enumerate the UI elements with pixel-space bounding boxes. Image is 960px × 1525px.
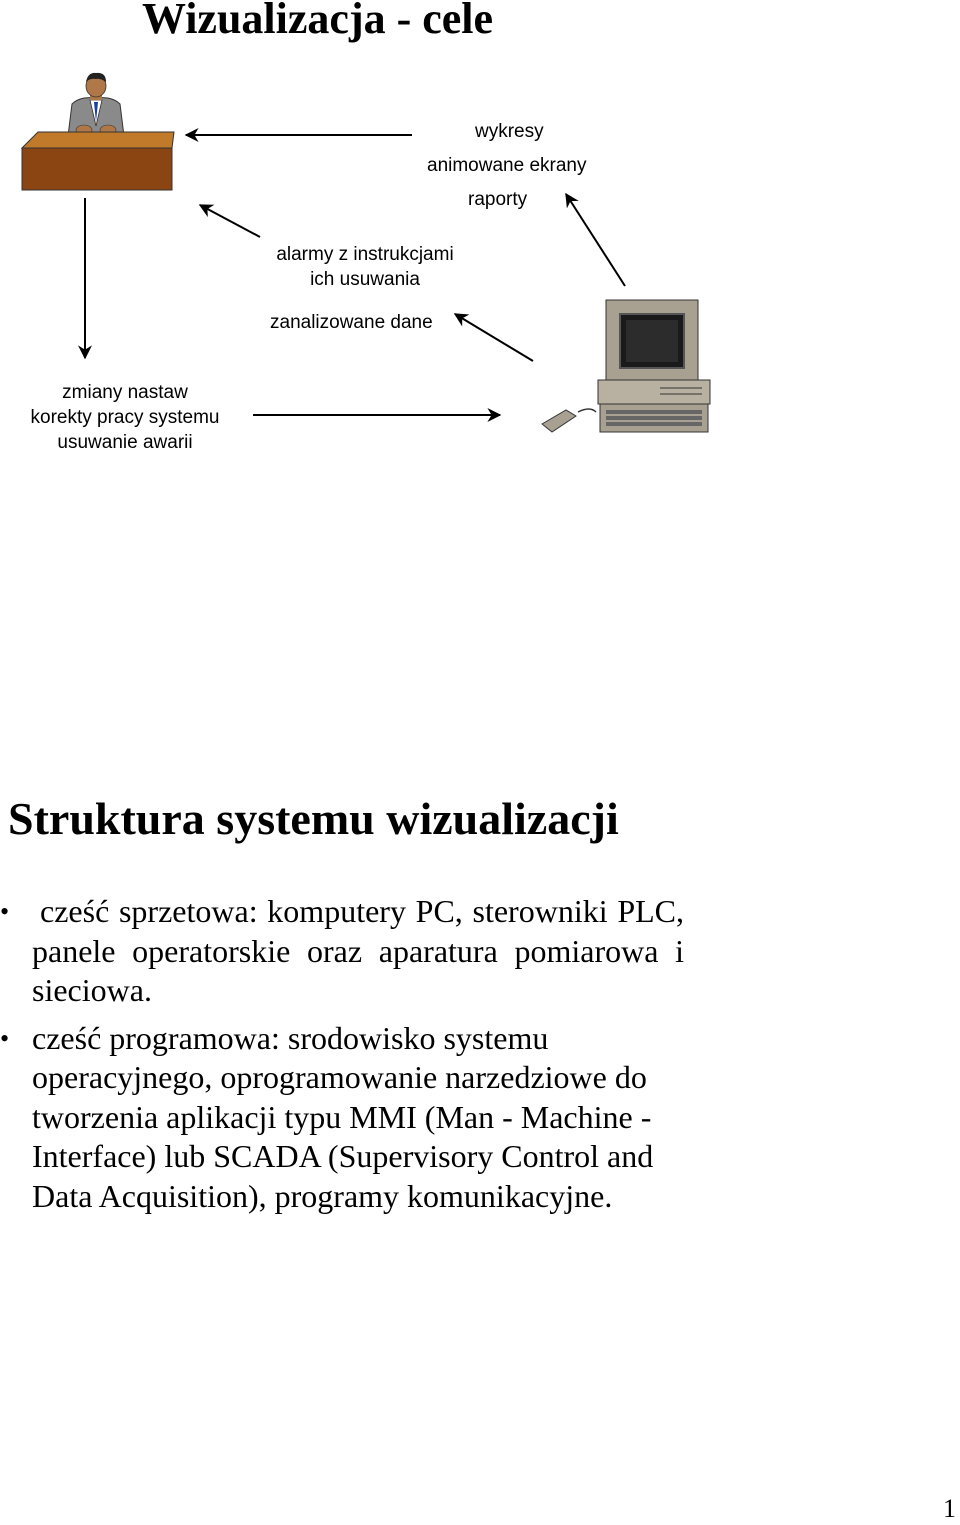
arrow-to-analyzed-data <box>455 314 533 361</box>
label-alarmy-line1: alarmy z instrukcjami <box>276 244 454 265</box>
slide-title-struktura: Struktura systemu wizualizacji <box>8 793 619 844</box>
operator-at-desk-icon <box>22 73 174 190</box>
page-number: 1 <box>943 1494 956 1523</box>
bullet-item-hardware <box>0 892 684 1011</box>
label-animowane-ekrany: animowane ekrany <box>427 155 587 176</box>
label-raporty: raporty <box>468 189 528 210</box>
label-zmiany-line3: usuwanie awarii <box>57 432 193 453</box>
bullet-icon: • <box>0 1023 10 1053</box>
mouse-icon <box>542 409 596 432</box>
label-zmiany-line1: zmiany nastaw <box>62 382 188 403</box>
label-zmiany <box>14 380 236 455</box>
label-alarmy <box>260 242 470 292</box>
bullet-list <box>0 892 700 1224</box>
bullet-text-software: cześć programowa: srodowisko systemu operacyjnego, oprogramowanie narzedziowe do tworzenia aplikacji typu MMI (Man - Machine - Interface) lub SCADA (Supervisory Control and Data Acquisition), programy komunikacyjne. <box>32 1019 654 1214</box>
label-zanalizowane-dane: zanalizowane dane <box>270 312 433 333</box>
label-alarmy-line2: ich usuwania <box>310 269 420 290</box>
computer-workstation-icon <box>598 300 710 432</box>
bullet-item-software <box>0 1019 700 1217</box>
arrow-alarms <box>200 205 260 237</box>
bullet-text-hardware: cześć sprzetowa: komputery PC, sterowniki PLC, panele operatorskie oraz aparatura pomiarowa i sieciowa. <box>32 893 684 1008</box>
label-zmiany-line2: korekty pracy systemu <box>30 407 220 428</box>
arrow-to-raporty <box>566 194 625 286</box>
bullet-icon: • <box>0 897 10 926</box>
slide-title-wizualizacja: Wizualizacja - cele <box>142 0 494 43</box>
label-wykresy: wykresy <box>475 121 544 142</box>
